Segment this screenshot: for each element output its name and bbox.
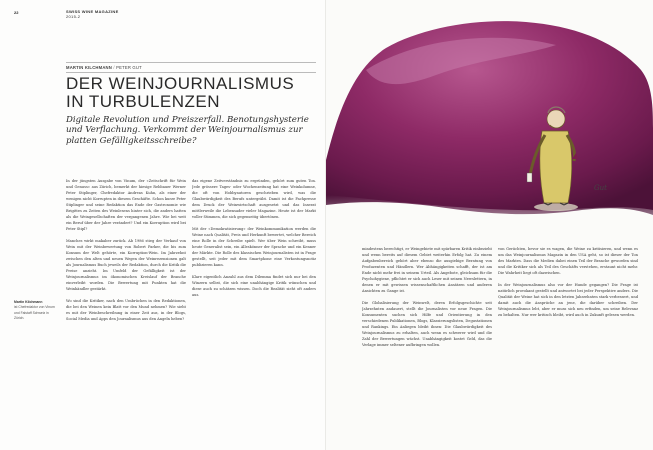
magazine-name: SWISS WINE MAGAZINE: [66, 9, 119, 14]
caption-name: Martin Kilchmann: [14, 300, 43, 304]
body-column-4: [498, 246, 638, 446]
author-caption: [14, 300, 58, 322]
illustration-wine-critic: [326, 0, 653, 245]
article-title-line1: DER WEINJOURNALISMUS: [66, 74, 295, 93]
right-page: [326, 0, 653, 450]
authors-bottom-rule: [66, 72, 316, 73]
article-title-line2: IN TURBULENZEN: [66, 92, 221, 111]
magazine-issue: 2015-2: [66, 14, 81, 19]
paragraph: Klare eigentlich Anzahl aus dem Dilemma findet sich nur bei den Winzern selbst, die sich eine unabhängige Kritik wünschen und diese auch zu schätzen wissen. Doch die Realität sieht oft anders aus.: [192, 275, 316, 297]
paragraph: Wo sind die Kritiker, nach den Umbrüchen in den Redaktionen, die bei den Weinen kein Blatt vor den Mund nehmen? Wie sieht es mit der Weinbeschreibung in einer Zeit aus, in der Blogs, Social Media und Apps den Journalismus aus den Angeln heben?: [66, 299, 186, 321]
paragraph: Mit der «Demokratisierung» der Weinkommunikation werden die Weine nach Qualität, Preis und Herkunft bewertet, welcher Bereich eine Rolle in der Schreibe spielt. Wer über Wein schreibt, muss heute Generalist sein, ein Alleskönner der Sprache und ein Kenner der Märkte. Die Rolle des klassischen Weinjournalisten ist in Frage gestellt, seit jeder mit dem Smartphone eine Verkostungsnotiz publizieren kann.: [192, 227, 316, 267]
paragraph: Manches wirkt makaber zurück. Ab 1986 stieg der Verkauf von Wein mit der Weinbewertung von Robert Parker, die bis zum Konsum der Welt gehörte, ein Korruption-Wein. Im Jahrzehnt zwischen den alten und neuen Wegen der Weinrezensionen galt als Journalismus Buch jeweils der Redaktion, durch die Kritik die Preise anzieht. Im Umfeld der Gefälligkeit ist der Weinjournalismus im ökonomischen Kreislauf der Branche einverleibt worden. Die Bewertung mit Punkten hat die Weinhändler gestärkt.: [66, 239, 186, 291]
authors-top-rule: [66, 62, 316, 63]
author-first: MARTIN KILCHMANN: [66, 65, 112, 70]
paragraph: Die Globalisierung der Weinwelt, deren Erfolgsgeschichte seit Jahrzehnten andauert, stellt die Journalisten vor neue Fragen. Die Konsumenten suchen sich Hilfe und Orientierung in den verschiedenen Publikationen, Blogs, Klassierungslisten, Degustationen und Rankings. Ein Anliegen bleibt ihnen: Die Glaubwürdigkeit des Weinjournalismus zu erhalten, auch wenn es schwerer wird und die Zahl der Bewertungen wächst. Unabhängigkeit kostet Geld, das die Verlage immer seltener aufbringen wollen.: [362, 301, 492, 347]
article-authors: [66, 65, 142, 70]
paragraph: von Gerüchten, bevor sie es wagen, die Weine zu kritisieren, und wenn es um das Weinjournalismus Magazin in den USA geht, so ist dieser der Ton des Marktes. Dass die Medien dabei einen Teil der Branche geworden sind und die Kritiker sich als Teil des Geschäfts verstehen, erstaunt nicht mehr. Die Wahrheit liegt oft dazwischen.: [498, 247, 638, 275]
body-column-2: [192, 178, 316, 446]
left-page: [0, 0, 326, 450]
paragraph: In der Weinjournalismus also vor der Hunde gegangen? Die Frage ist natürlich provokant gestellt und antwortet bei jeder Perspektive anders. Die Qualität der Weine hat sich in den letzten Jahrzehnten stark verbessert, und damit auch die Ansprüche an jene, die darüber schreiben. Der Weinjournalismus lebt, aber er muss sich neu erfinden, um seine Relevanz zu behalten. Nur wer kritisch bleibt, wird auch in Zukunft gelesen werden.: [498, 283, 638, 317]
artist-signature: Gut: [594, 184, 607, 192]
body-column-3: [362, 246, 492, 446]
page-number: 22: [14, 10, 19, 15]
author-separator: /: [113, 65, 117, 70]
magazine-header: [66, 9, 119, 19]
body-column-1: [66, 178, 186, 446]
paragraph: In der jüngsten Ausgabe von Vinum, der «Zeitschrift für Wein und Genuss» aus Zürich, bemerkt der hiesige Rebbauer Werner Peter Stiplinger, Chefredaktor Andreas Kuhn, als einer der wenigen nicht Korrupten in diesem Geschäfte. Schon kurze Peter Stiplinger und seine Redaktion das Ende der Gastronomie wie Brigittes zu Zeiten des Weinlesens hinter sich, die anders hatten als die Weingesellschaften der vergangenen Jahre. Wie bei weit ein Beruf über der Jahre verändert? Und ein Korruption wird bei Peter Stipl?: [66, 179, 186, 231]
paragraph: das eigene Zeitverständnis zu ergründen, gehört zum guten Ton. Jede grössere Tages- oder Wochenzeitung hat eine Weinkolumne, die oft von Hobbyautoren geschrieben wird, was die Glaubwürdigkeit des Berufs untergräbt. Damit ist die Fachpresse dem Druck der Weinwirtschaft ausgesetzt und das Inserat mittlerweile die Lebensader vieler Magazine. Heute ist der Markt voller Stimmen, die sich gegenseitig übertönen.: [192, 179, 316, 219]
caption-text: ist Chefredaktor von Vinum und Falstaff Schweiz in Zürich.: [14, 305, 55, 321]
author-second: PETER GUT: [116, 65, 142, 70]
paragraph: mindestens berechtigt, er Weingebiete mit spürbaren Kritik einbezieht und wenn bereits auf diesem Gebiet weiterhin Erfolg hat. Zu einem Aufgabenbereich gehört aber ebenso die ausgiebige Beratung von Produzenten und Händlern. Wer Abhängigkeiten schafft, der ist am Ende nicht mehr frei in seinem Urteil. Als Angebote, gleichsam für die Psychohygiene, pflichtet er sich auch Leser mit seinen Newslettern, in denen er mit gewissen wissenschaftlichen Ansätzen und anderen Ansichten zu Gange ist.: [362, 247, 492, 293]
article-lead: Digitale Revolution und Preiszerfall. Benotungshysterie und Verflachung. Verkommt der Weinjournalismus zur platten Gefälligkeitsschreibe?: [66, 115, 309, 146]
